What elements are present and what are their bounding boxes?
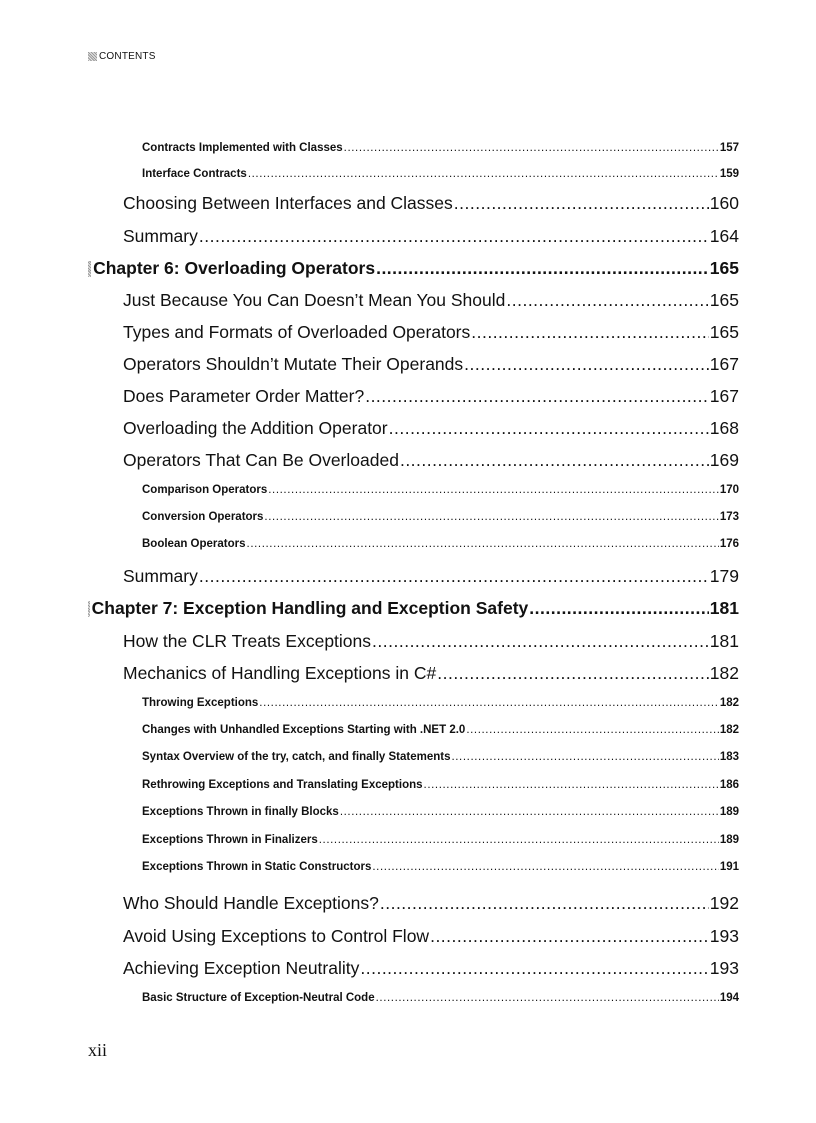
- toc-leader-dots: [466, 724, 718, 736]
- toc-leader-dots: [372, 631, 709, 652]
- toc-section-entry: [123, 663, 739, 684]
- toc-entry-title: Conversion Operators: [142, 511, 264, 523]
- toc-entry-title: Exceptions Thrown in finally Blocks: [142, 806, 339, 818]
- toc-entry-page: 192: [709, 893, 739, 913]
- toc-section-entry: [123, 631, 739, 652]
- toc-entry-page: 193: [709, 926, 739, 946]
- toc-leader-dots: [344, 142, 719, 154]
- toc-entry-page: 173: [719, 511, 739, 523]
- toc-section-entry: [123, 386, 739, 407]
- toc-leader-dots: [247, 538, 719, 550]
- toc-entry-page: 159: [719, 168, 739, 180]
- toc-entry-title: Mechanics of Handling Exceptions in C#: [123, 663, 437, 683]
- toc-entry-title: Achieving Exception Neutrality: [123, 958, 360, 978]
- toc-entry-title: Chapter 6: Overloading Operators: [93, 258, 376, 278]
- toc-entry-page: 165: [709, 258, 739, 278]
- toc-entry-title: Who Should Handle Exceptions?: [123, 893, 379, 913]
- toc-subsection-entry: [142, 834, 739, 846]
- toc-leader-dots: [360, 958, 708, 979]
- toc-leader-dots: [199, 566, 709, 587]
- toc-chapter-entry: [88, 258, 739, 279]
- toc-chapter-entry: [88, 598, 739, 619]
- toc-entry-page: 157: [719, 142, 739, 154]
- toc-entry-page: 182: [719, 697, 739, 709]
- toc-entry-title: Changes with Unhandled Exceptions Starting with .NET 2.0: [142, 724, 466, 736]
- toc-leader-dots: [451, 751, 718, 763]
- toc-leader-dots: [454, 193, 709, 214]
- toc-section-entry: [123, 290, 739, 311]
- toc-leader-dots: [376, 992, 719, 1004]
- toc-entry-page: 160: [709, 193, 739, 213]
- toc-leader-dots: [248, 168, 719, 180]
- toc-entry-page: 179: [709, 566, 739, 586]
- toc-subsection-entry: [142, 538, 739, 550]
- toc-entry-title: Operators Shouldn’t Mutate Their Operands: [123, 354, 464, 374]
- toc-section-entry: [123, 354, 739, 375]
- toc-leader-dots: [259, 697, 719, 709]
- toc-entry-page: 182: [719, 724, 739, 736]
- toc-entry-page: 186: [719, 779, 739, 791]
- toc-entry-title: How the CLR Treats Exceptions: [123, 631, 372, 651]
- toc-leader-dots: [424, 779, 719, 791]
- toc-entry-page: 181: [709, 598, 739, 618]
- toc-section-entry: [123, 893, 739, 914]
- toc-entry-title: Summary: [123, 226, 198, 246]
- toc-subsection-entry: [142, 751, 739, 763]
- toc-entry-title: Exceptions Thrown in Finalizers: [142, 834, 318, 846]
- toc-entry-page: 164: [709, 226, 739, 246]
- toc-section-entry: [123, 958, 739, 979]
- toc-subsection-entry: [142, 484, 739, 496]
- toc-entry-title: Types and Formats of Overloaded Operators: [123, 322, 471, 342]
- toc-entry-page: 182: [709, 663, 739, 683]
- toc-entry-page: 176: [719, 538, 739, 550]
- toc-entry-title: Interface Contracts: [142, 168, 247, 180]
- toc-leader-dots: [268, 484, 719, 496]
- toc-subsection-entry: [142, 511, 739, 523]
- toc-entry-title: Operators That Can Be Overloaded: [123, 450, 399, 470]
- toc-subsection-entry: [142, 992, 739, 1004]
- toc-entry-title: Avoid Using Exceptions to Control Flow: [123, 926, 430, 946]
- toc-entry-title: Boolean Operators: [142, 538, 246, 550]
- toc-entry-title: Rethrowing Exceptions and Translating Exceptions: [142, 779, 423, 791]
- toc-entry-page: 181: [709, 631, 739, 651]
- toc-entry-page: 191: [719, 861, 739, 873]
- toc-entry-title: Comparison Operators: [142, 484, 268, 496]
- toc-leader-dots: [380, 893, 709, 914]
- toc-entry-page: 165: [709, 322, 739, 342]
- toc-entry-page: 167: [709, 386, 739, 406]
- toc-leader-dots: [340, 806, 719, 818]
- toc-leader-dots: [372, 861, 718, 873]
- toc-entry-page: 189: [719, 834, 739, 846]
- toc-entry-page: 167: [709, 354, 739, 374]
- toc-entry-page: 183: [719, 751, 739, 763]
- header-label: CONTENTS: [99, 51, 156, 62]
- toc-entry-title: Contracts Implemented with Classes: [142, 142, 343, 154]
- toc-entry-page: 193: [709, 958, 739, 978]
- toc-subsection-entry: [142, 779, 739, 791]
- toc-section-entry: [123, 418, 739, 439]
- toc-section-entry: [123, 926, 739, 947]
- toc-leader-dots: [471, 322, 709, 343]
- toc-leader-dots: [437, 663, 709, 684]
- toc-leader-dots: [506, 290, 708, 311]
- toc-entry-title: Syntax Overview of the try, catch, and finally Statements: [142, 751, 451, 763]
- toc-entry-title: Exceptions Thrown in Static Constructors: [142, 861, 372, 873]
- toc-entry-page: 170: [719, 484, 739, 496]
- toc-entry-title: Does Parameter Order Matter?: [123, 386, 365, 406]
- toc-subsection-entry: [142, 168, 739, 180]
- toc-leader-dots: [319, 834, 719, 846]
- toc-entry-page: 168: [709, 418, 739, 438]
- toc-subsection-entry: [142, 806, 739, 818]
- toc-entry-title: Just Because You Can Doesn’t Mean You Should: [123, 290, 506, 310]
- toc-section-entry: [123, 450, 739, 471]
- toc-entry-page: 189: [719, 806, 739, 818]
- toc-leader-dots: [376, 258, 709, 279]
- toc-subsection-entry: [142, 861, 739, 873]
- toc-entry-page: 165: [709, 290, 739, 310]
- toc-leader-dots: [389, 418, 709, 439]
- toc-section-entry: [123, 193, 739, 214]
- toc-subsection-entry: [142, 697, 739, 709]
- toc-subsection-entry: [142, 142, 739, 154]
- toc-entry-page: 169: [709, 450, 739, 470]
- toc-leader-dots: [430, 926, 709, 947]
- chapter-square-icon: [88, 601, 90, 617]
- toc-section-entry: [123, 226, 739, 247]
- toc-entry-title: Chapter 7: Exception Handling and Exception Safety: [91, 598, 529, 618]
- toc-leader-dots: [529, 598, 709, 619]
- toc-section-entry: [123, 566, 739, 587]
- toc-entry-title: Throwing Exceptions: [142, 697, 259, 709]
- toc-entry-title: Choosing Between Interfaces and Classes: [123, 193, 453, 213]
- toc-entry-title: Summary: [123, 566, 198, 586]
- toc-entry-title: Overloading the Addition Operator: [123, 418, 388, 438]
- toc-leader-dots: [400, 450, 709, 471]
- toc-entry-title: Basic Structure of Exception-Neutral Code: [142, 992, 375, 1004]
- toc-subsection-entry: [142, 724, 739, 736]
- toc-section-entry: [123, 322, 739, 343]
- toc-leader-dots: [264, 511, 718, 523]
- toc-entry-page: 194: [719, 992, 739, 1004]
- chapter-square-icon: [88, 261, 91, 277]
- toc-leader-dots: [365, 386, 709, 407]
- page-number: xii: [88, 1040, 108, 1060]
- toc-leader-dots: [464, 354, 709, 375]
- toc-leader-dots: [199, 226, 709, 247]
